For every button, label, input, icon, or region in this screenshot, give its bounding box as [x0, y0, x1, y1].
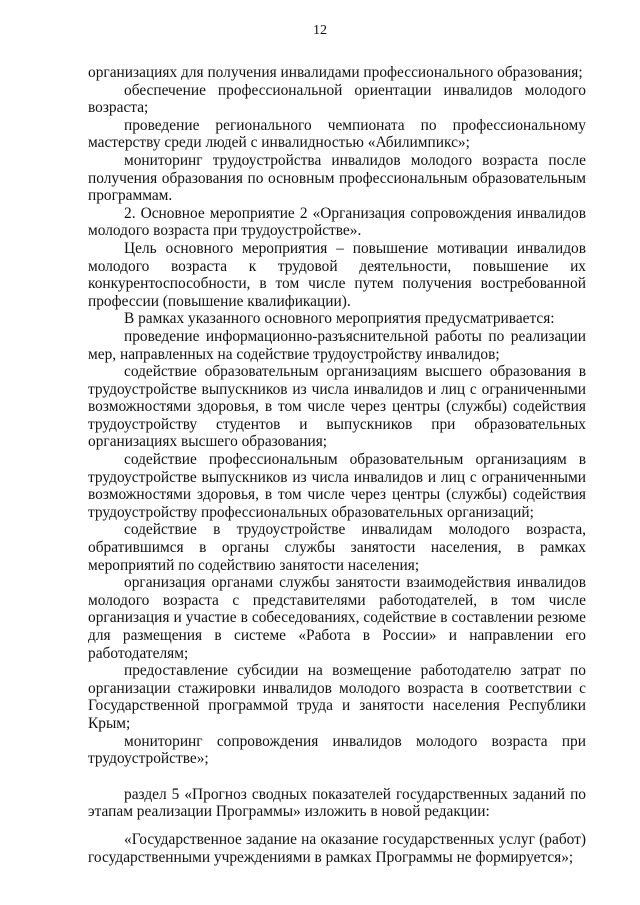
paragraph: содействие образовательным организациям высшего образования в трудоустройстве выпускников из числа инвалидов и лиц с ограниченными возможностями здоровья, в том числе через центры (службы) содействия трудоустройству студентов и выпускников при образовательных организациях высшего образования;: [88, 363, 586, 451]
paragraph: Цель основного мероприятия – повышение мотивации инвалидов молодого возраста к трудовой деятельности, повышение их конкурентоспособности, в том числе путем получения востребованной профессии (повышение квалификации).: [88, 239, 586, 310]
paragraph: организация органами службы занятости взаимодействия инвалидов молодого возраста с представителями работодателей, в том числе организация и участие в собеседованиях, содействие в составлении резюме для размещения в системе «Работа в России» и направлении его работодателям;: [88, 574, 586, 662]
paragraph: организациях для получения инвалидами профессионального образования;: [88, 64, 583, 81]
paragraph: мониторинг сопровождения инвалидов молодого возраста при трудоустройстве»;: [88, 732, 586, 768]
page-number: 12: [313, 23, 327, 38]
paragraph: проведение информационно-разъяснительной работы по реализации мер, направленных на содействие трудоустройству инвалидов;: [88, 327, 586, 363]
paragraph: В рамках указанного основного мероприятия предусматривается:: [124, 310, 555, 328]
paragraph: обеспечение профессиональной ориентации инвалидов молодого возраста;: [88, 81, 586, 117]
paragraph: 2. Основное мероприятие 2 «Организация сопровождения инвалидов молодого возраста при трудоустройстве».: [88, 204, 586, 240]
paragraph: «Государственное задание на оказание государственных услуг (работ) государственными учреждениями в рамках Программы не формируется»;: [88, 830, 586, 866]
paragraph: предоставление субсидии на возмещение работодателю затрат по организации стажировки инвалидов молодого возраста в соответствии с Государственной программой труда и занятости населения Республики Крым;: [88, 662, 586, 732]
document-body: [88, 64, 586, 866]
paragraph: содействие в трудоустройстве инвалидам молодого возраста, обратившимся в органы службы занятости населения, в рамках мероприятий по содействию занятости населения;: [88, 521, 586, 574]
paragraph: раздел 5 «Прогноз сводных показателей государственных заданий по этапам реализации Программы» изложить в новой редакции:: [88, 785, 586, 821]
paragraph: содействие профессиональным образовательным организациям в трудоустройстве выпускников из числа инвалидов и лиц с ограниченными возможностями здоровья, в том числе через центры (службы) содействия трудоустройству профессиональных образовательных организаций;: [88, 451, 586, 521]
paragraph: проведение регионального чемпионата по профессиональному мастерству среди людей с инвалидностью «Абилимпикс»;: [88, 116, 586, 152]
paragraph: мониторинг трудоустройства инвалидов молодого возраста после получения образования по основным профессиональным образовательным программам.: [88, 151, 586, 205]
